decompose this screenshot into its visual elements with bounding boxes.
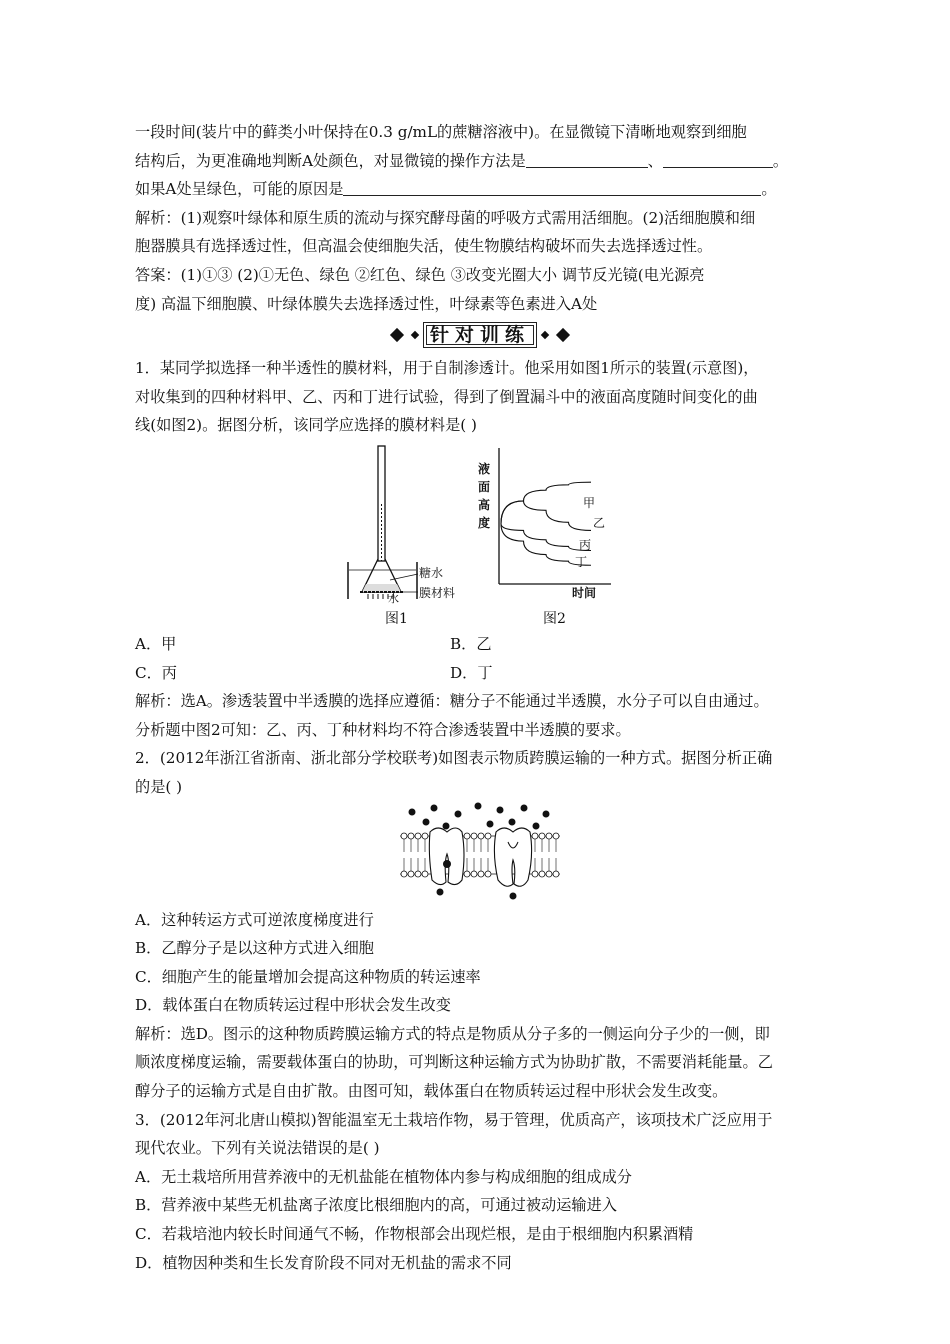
fig2-caption: 图2 [543, 610, 566, 627]
section-title-text: 针对训练 [423, 322, 537, 348]
carrier-protein-open [429, 828, 464, 885]
q1-explanation-1: 解析：选A。渗透装置中半透膜的选择应遵循：糖分子不能通过半透膜，水分子可以自由通过。 [135, 692, 769, 711]
answer-blank-1[interactable] [526, 151, 648, 168]
q1-option-c[interactable]: C．丙 [135, 663, 177, 682]
osmometer-figure [340, 444, 480, 599]
answer-line-2: 度) 高温下细胞膜、叶绿体膜失去选择透过性，叶绿素等色素进入A处 [135, 294, 598, 313]
series-label-bing: 丙 [579, 537, 592, 552]
series-label-ding: 丁 [575, 554, 588, 569]
q1-option-d[interactable]: D．丁 [450, 663, 493, 682]
q1-line-2: 对收集到的四种材料甲、乙、丙和丁进行试验，得到了倒置漏斗中的液面高度随时间变化的曲 [135, 387, 758, 406]
q2-option-c[interactable]: C．细胞产生的能量增加会提高这种物质的转运速率 [135, 967, 481, 986]
blank-separator: 、 [647, 151, 663, 170]
beaker [348, 562, 417, 599]
series-line-乙 [501, 501, 591, 530]
q2-line-2: 的是( ) [135, 777, 183, 796]
q2-option-a[interactable]: A．这种转运方式可逆浓度梯度进行 [135, 910, 374, 929]
fig1-caption: 图1 [385, 610, 408, 627]
answer-blank-3[interactable] [343, 179, 761, 196]
q2-explanation-2: 顺浓度梯度运输，需要载体蛋白的协助，可判断这种运输方式为协助扩散，不需要消耗能量。乙 [135, 1053, 773, 1072]
q2-line-1: 2．(2012年浙江省浙南、浙北部分学校联考)如图表示物质跨膜运输的一种方式。据图分析正确 [135, 749, 773, 768]
answer-line-1: 答案：(1)①③ (2)①无色、绿色 ②红色、绿色 ③改变光圈大小 调节反光镜(电光源亮 [135, 265, 705, 284]
q1-figures [135, 440, 825, 630]
q3-line-1: 3．(2012年河北唐山模拟)智能温室无土栽培作物，易于管理，优质高产，该项技术广泛应用于 [135, 1110, 773, 1129]
line-end-period-2: 。 [761, 180, 777, 199]
q3-option-a[interactable]: A．无土栽培所用营养液中的无机盐能在植物体内参与构成细胞的组成成分 [135, 1167, 632, 1186]
diamond-icon [556, 328, 570, 342]
molecules-inside [437, 888, 517, 899]
page-content [135, 118, 825, 1277]
diamond-small-icon [411, 331, 419, 339]
series-line-丙 [501, 524, 591, 551]
carrier-protein-membrane-figure [400, 802, 560, 902]
intro-line-3 [135, 175, 825, 204]
molecules-outside [409, 802, 550, 829]
lipid-bilayer [400, 836, 560, 874]
label-sugar-water: 糖水 [419, 565, 444, 580]
section-title [135, 320, 825, 350]
q1-line-1: 1．某同学拟选择一种半透性的膜材料，用于自制渗透计。他采用如图1所示的装置(示意图)， [135, 359, 759, 378]
q2-explanation-3: 醇分子的运输方式是自由扩散。由图可知，载体蛋白在物质转运过程中形状会发生改变。 [135, 1082, 728, 1101]
intro-line-3-text: 如果A处呈绿色，可能的原因是 [135, 180, 344, 199]
q3-option-c[interactable]: C．若栽培池内较长时间通气不畅，作物根部会出现烂根，是由于根细胞内积累酒精 [135, 1225, 694, 1244]
explanation-line-2: 胞器膜具有选择透过性，但高温会使细胞失活，使生物膜结构破坏而失去选择透过性。 [135, 237, 713, 256]
label-water: 水 [388, 591, 399, 605]
label-membrane: 膜材料 [419, 585, 456, 600]
answer-blank-2[interactable] [663, 151, 773, 168]
carrier-protein-closed [494, 828, 531, 886]
diamond-icon [390, 328, 404, 342]
series-line-甲 [501, 482, 591, 524]
line-end-period: 。 [772, 151, 789, 170]
transported-molecule [443, 860, 451, 868]
q2-option-b[interactable]: B．乙醇分子是以这种方式进入细胞 [135, 939, 374, 958]
funnel-tube [378, 446, 385, 561]
intro-line-1: 一段时间(装片中的藓类小叶保持在0.3 g/mL的蔗糖溶液中)。在显微镜下清晰地观察到细胞 [135, 123, 747, 141]
intro-line-2 [135, 147, 825, 176]
explanation-line-1: 解析：(1)观察叶绿体和原生质的流动与探究酵母菌的呼吸方式需用活细胞。(2)活细胞膜和细 [135, 208, 756, 227]
ylabel-char: 度 [478, 515, 491, 530]
series-label-jia: 甲 [583, 495, 596, 510]
ylabel-char: 面 [478, 479, 491, 494]
q2-option-d[interactable]: D．载体蛋白在物质转运过程中形状会发生改变 [135, 996, 451, 1015]
chart-xlabel: 时间 [572, 585, 597, 600]
q3-option-d[interactable]: D．植物因种类和生长发育阶段不同对无机盐的需求不同 [135, 1253, 512, 1272]
q1-options-row-1 [135, 630, 825, 659]
lipid-tails [404, 839, 556, 871]
q3-line-2: 现代农业。下列有关说法错误的是( ) [135, 1139, 380, 1158]
q2-figure [135, 802, 825, 906]
q1-explanation-2: 分析题中图2可知：乙、丙、丁种材料均不符合渗透装置中半透膜的要求。 [135, 720, 631, 739]
series-label-yi: 乙 [593, 515, 606, 530]
q1-option-b[interactable]: B．乙 [450, 634, 492, 653]
q3-option-b[interactable]: B．营养液中某些无机盐离子浓度比根细胞内的高，可通过被动运输进入 [135, 1196, 617, 1215]
chart-ylabel [478, 460, 494, 532]
ylabel-char: 高 [478, 497, 491, 512]
q1-options-row-2 [135, 659, 825, 688]
ylabel-char: 液 [478, 461, 491, 476]
diamond-small-icon [541, 331, 549, 339]
q1-option-a[interactable]: A．甲 [135, 634, 177, 653]
intro-line-2-text: 结构后，为更准确地判断A处颜色，对显微镜的操作方法是 [135, 151, 526, 170]
q1-line-3: 线(如图2)。据图分析，该同学应选择的膜材料是( ) [135, 416, 477, 435]
q2-explanation-1: 解析：选D。图示的这种物质跨膜运输方式的特点是物质从分子多的一侧运向分子少的一侧，即 [135, 1024, 770, 1043]
